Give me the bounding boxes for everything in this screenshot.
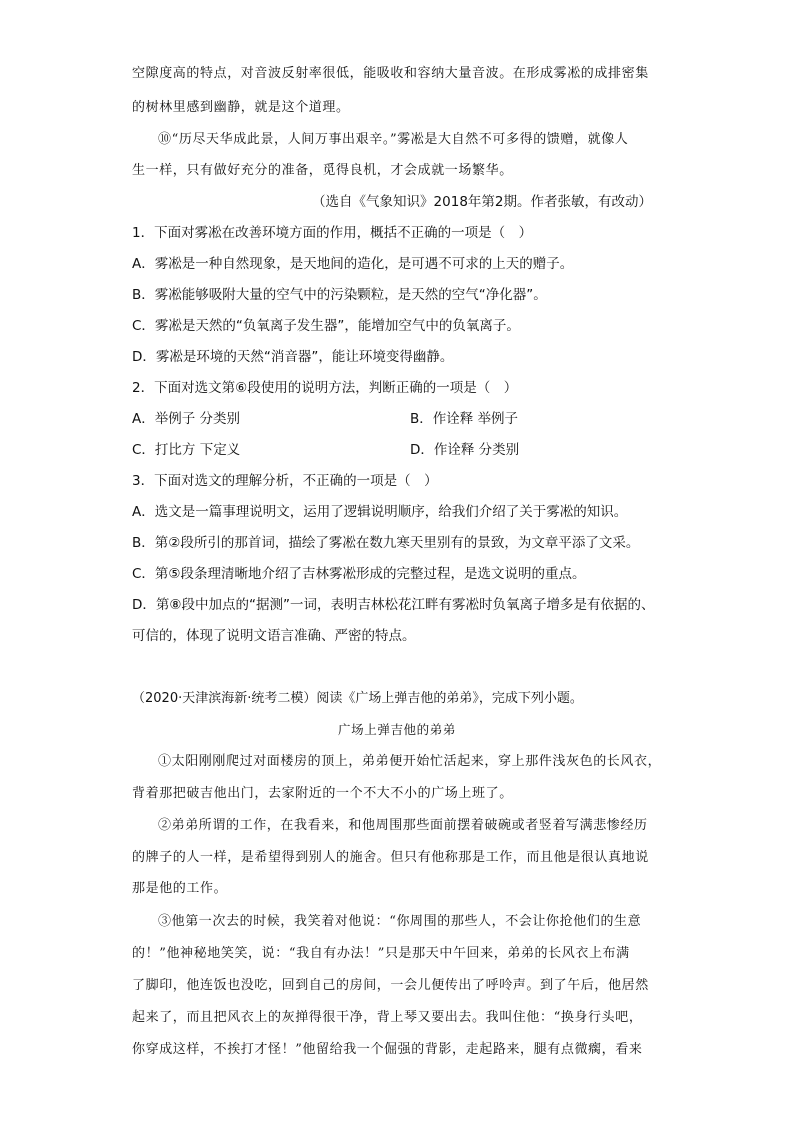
question-1-option-c: C．雾凇是天然的“负氧离子发生器”，能增加空气中的负氧离子。 [132, 318, 520, 334]
question-2-option-a: A．举例子 分类别 [132, 411, 241, 427]
question-3-option-d-continued: 可信的，体现了说明文语言准确、严密的特点。 [132, 628, 416, 644]
article-line: 背着那把破吉他出门，去家附近的一个不大不小的广场上班了。 [132, 786, 513, 801]
article-paragraph-2: ②弟弟所谓的工作，在我看来，和他周围那些面前摆着破碗或者竖着写满悲惨经历 [158, 818, 648, 833]
passage-paragraph-10: ⑩“历尽天华成此景，人间万事出艰辛。”雾凇是大自然不可多得的馈赠，就像人 [158, 132, 629, 147]
question-3-stem: 3．下面对选文的理解分析，不正确的一项是（ ） [132, 473, 438, 489]
article-line: 了脚印，他连饭也没吃，回到自己的房间，一会儿便传出了呼呤声。到了午后，他居然 [132, 978, 649, 993]
question-1-stem: 1．下面对雾凇在改善环境方面的作用，概括不正确的一项是（ ） [132, 225, 533, 241]
section-intro: （2020·天津滨海新·统考二模）阅读《广场上弹吉他的弟弟》，完成下列小题。 [132, 691, 583, 706]
question-3-option-b: B．第②段所引的那首词，描绘了雾凇在数九寒天里别有的景致，为文章平添了文采。 [132, 535, 640, 551]
passage-line: 生一样，只有做好充分的准备，觅得良机，才会成就一场繁华。 [132, 163, 513, 178]
article-line: 的！”他神秘地笑笑，说：“我自有办法！”只是那天中午回来，弟弟的长风衣上布满 [132, 946, 630, 961]
article-paragraph-1: ①太阳刚刚爬过对面楼房的顶上，弟弟便开始忙活起来，穿上那件浅灰色的长风衣， [158, 754, 662, 769]
passage-line: 空隙度高的特点，对音波反射率很低，能吸收和容纳大量音波。在形成雾凇的成排密集 [132, 66, 649, 81]
question-3-option-d: D．第⑧段中加点的“据测”一词，表明吉林松花江畔有雾凇时负氧离子增多是有依据的、 [132, 597, 655, 613]
question-3-option-c: C．第⑤段条理清晰地介绍了吉林雾凇形成的完整过程，是选文说明的重点。 [132, 566, 586, 582]
article-line: 起来了，而且把风衣上的灰掸得很干净，背上琴又要出去。我叫住他：“换身行头吧， [132, 1010, 643, 1025]
question-1-option-a: A．雾凇是一种自然现象，是天地间的造化，是可遇不可求的上天的赠子。 [132, 256, 574, 272]
question-3-option-a: A．选文是一篇事理说明文，运用了逻辑说明顺序，给我们介绍了关于雾凇的知识。 [132, 504, 628, 520]
question-1-option-b: B．雾凇能够吸附大量的空气中的污染颗粒，是天然的空气“净化器”。 [132, 287, 547, 303]
question-2-option-b: B．作诠释 举例子 [410, 411, 519, 427]
article-line: 你穿成这样，不挨打才怪！”他留给我一个倔强的背影，走起路来，腿有点微瘸，看来 [132, 1042, 643, 1057]
question-1-option-d: D．雾凇是环境的天然“消音器”，能让环境变得幽静。 [132, 349, 454, 365]
article-line: 那是他的工作。 [132, 881, 228, 896]
article-paragraph-3: ③他第一次去的时候，我笑着对他说：“你周围的那些人，不会让你抢他们的生意 [158, 914, 642, 929]
question-2-option-d: D．作诠释 分类别 [410, 442, 520, 458]
article-title: 广场上弹吉他的弟弟 [338, 722, 456, 737]
question-2-stem: 2．下面对选文第⑥段使用的说明方法，判断正确的一项是（ ） [132, 380, 518, 396]
source-citation: （选自《气象知识》2018年第2期。作者张敏，有改动） [312, 194, 652, 210]
passage-line: 的树林里感到幽静，就是这个道理。 [132, 100, 350, 115]
article-line: 的牌子的人一样，是希望得到别人的施舍。但只有他称那是工作，而且他是很认真地说 [132, 850, 649, 865]
question-2-option-c: C．打比方 下定义 [132, 442, 241, 458]
